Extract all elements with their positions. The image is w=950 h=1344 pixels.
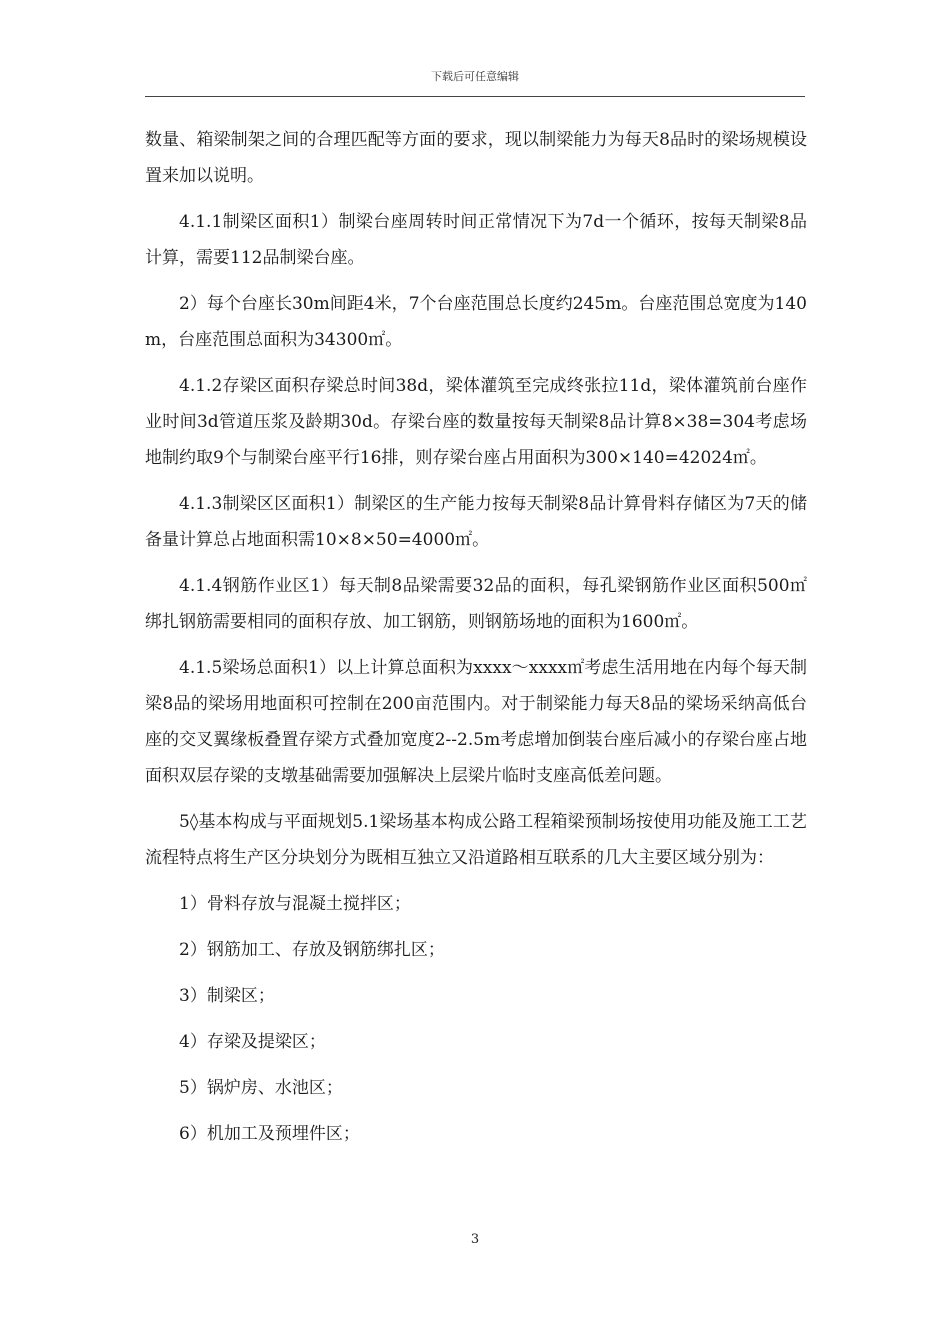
paragraph-4: 4.1.2存梁区面积存梁总时间38d，梁体灌筑至完成终张拉11d，梁体灌筑前台座作业时间3d管道压浆及龄期30d。存梁台座的数量按每天制梁8品计算8×38=304考虑场地制约取9个与制梁台座平行16排，则存梁台座占用面积为300×140=42024㎡。 — [145, 376, 807, 468]
paragraph-6: 4.1.4钢筋作业区1）每天制8品梁需要32品的面积，每孔梁钢筋作业区面积500㎡绑扎钢筋需要相同的面积存放、加工钢筋，则钢筋场地的面积为1600㎡。 — [145, 576, 807, 632]
document-body — [145, 122, 807, 1162]
list-item-1: 1）骨料存放与混凝土搅拌区； — [179, 894, 411, 914]
paragraph-3: 2）每个台座长30m间距4米，7个台座范围总长度约245m。台座范围总宽度为140m，台座范围总面积为34300㎡。 — [145, 294, 807, 350]
list-item-4: 4）存梁及提梁区； — [179, 1032, 326, 1052]
paragraph-2: 4.1.1制梁区面积1）制梁台座周转时间正常情况下为7d一个循环，按每天制梁8品计算，需要112品制梁台座。 — [145, 212, 807, 268]
header-divider — [145, 96, 805, 97]
list-item-3: 3）制梁区； — [179, 986, 275, 1006]
paragraph-8: 5◊基本构成与平面规划5.1梁场基本构成公路工程箱梁预制场按使用功能及施工工艺流程特点将生产区分块划分为既相互独立又沿道路相互联系的几大主要区域分别为： — [145, 812, 807, 868]
paragraph-1: 数量、箱梁制架之间的合理匹配等方面的要求，现以制梁能力为每天8品时的梁场规模设置来加以说明。 — [145, 130, 807, 186]
list-item-2: 2）钢筋加工、存放及钢筋绑扎区； — [179, 940, 445, 960]
paragraph-5: 4.1.3制梁区区面积1）制梁区的生产能力按每天制梁8品计算骨料存储区为7天的储备量计算总占地面积需10×8×50=4000㎡。 — [145, 494, 807, 550]
list-item-6: 6）机加工及预埋件区； — [179, 1124, 360, 1144]
paragraph-7: 4.1.5梁场总面积1）以上计算总面积为xxxx～xxxx㎡考虑生活用地在内每个每天制梁8品的梁场用地面积可控制在200亩范围内。对于制梁能力每天8品的梁场采纳高低台座的交叉翼缘板叠置存梁方式叠加宽度2--2.5m考虑增加倒装台座后减小的存梁台座占地面积双层存梁的支墩基础需要加强解决上层梁片临时支座高低差问题。 — [145, 658, 807, 786]
page-header: 下载后可任意编辑 — [431, 70, 519, 83]
page-number: 3 — [470, 1232, 480, 1247]
list-item-5: 5）锅炉房、水池区； — [179, 1078, 343, 1098]
